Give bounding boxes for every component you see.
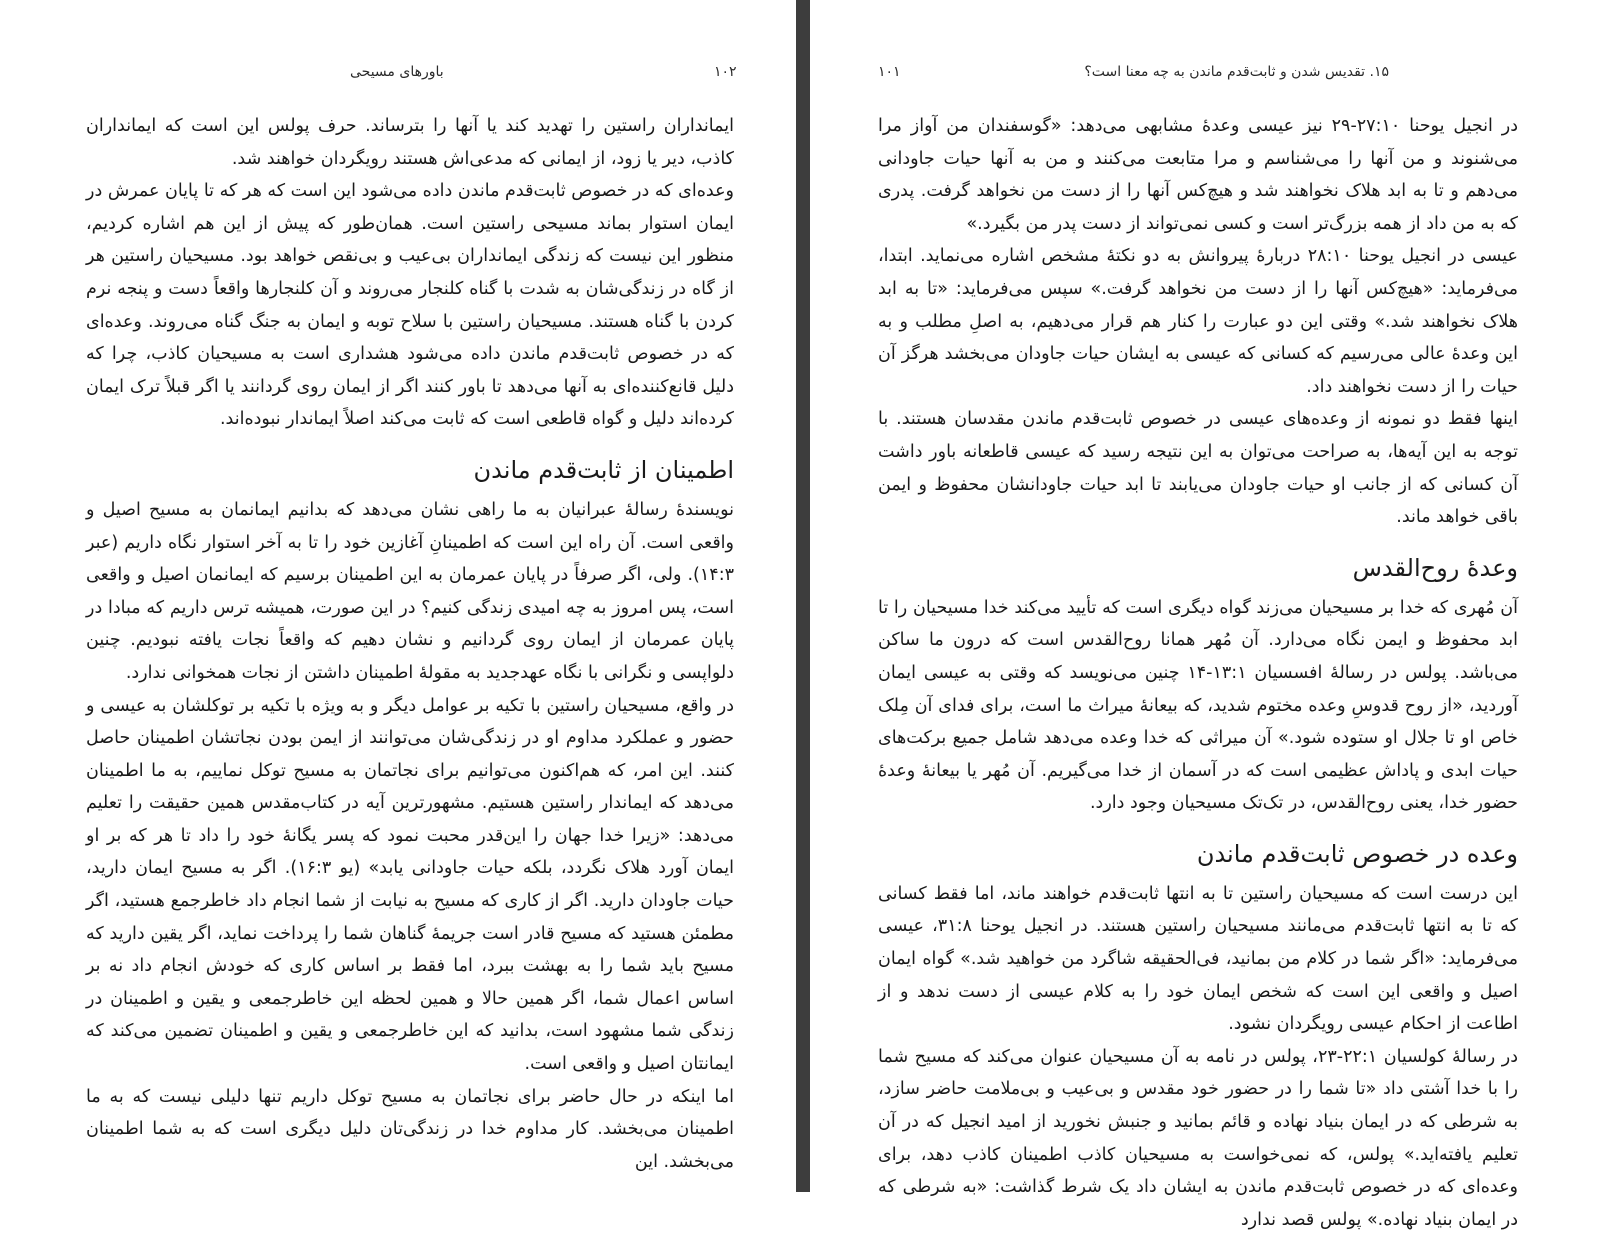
paragraph: آن مُهری که خدا بر مسیحیان می‌زند گواه دیگری است که تأیید می‌کند خدا مسیحیان را تا ابد محفوظ و ایمن نگاه می‌دارد. آن مُهر همانا روح‌القدس است که درون ما ساکن می‌باشد. پولس در رسالهٔ افسسیان ۱۳:۱-۱۴ چنین می‌نویسد که وقتی به عیسی ایمان آوردید، «از روح قدوسِ وعده مختوم شدید، که بیعانهٔ میراث ما است، برای فدای آن مِلک خاص او تا جلال او ستوده شود.» آن میراثی که خدا وعده می‌دهد شامل جمیع برکت‌های حیات ابدی و پاداش عظیمی است که در آسمان از خدا می‌گیریم. آن مُهر یا بیعانهٔ وعدهٔ حضور خدا، یعنی روح‌القدس، در تک‌تک مسیحیان وجود دارد. [878,597,1518,814]
page-body [878,110,1518,1236]
paragraph: عیسی در انجیل یوحنا ۲۸:۱۰ دربارهٔ پیروانش به دو نکتهٔ مشخص اشاره می‌نماید. ابتدا، می‌فرماید: «هیچ‌کس آنها را از دست من نخواهد گرفت.» سپس می‌فرماید: «تا به ابد هلاک نخواهند شد.» وقتی این دو عبارت را کنار هم قرار می‌دهیم، به اصلِ مطلب و به این وعدهٔ عالی می‌رسیم که کسانی که عیسی به ایشان حیات جاودان می‌بخشد هرگز آن حیات را از دست نخواهند داد. [878,246,1518,397]
section-heading: وعدهٔ روح‌القدس [1352,553,1518,582]
book-gutter [796,0,810,1192]
paragraph: در انجیل یوحنا ۲۷:۱۰-۲۹ نیز عیسی وعدهٔ مشابهی می‌دهد: «گوسفندان من آواز مرا می‌شنوند و من آنها را می‌شناسم و مرا متابعت می‌کنند و من به آنها حیات جاودانی می‌دهم و تا به ابد هلاک نخواهند شد و هیچ‌کس آنها را از دست من نخواهد گرفت. پدری که به من داد از همه بزرگ‌تر است و کسی نمی‌تواند از دست پدر من بگیرد.» [878,116,1518,234]
paragraph: در رسالهٔ کولسیان ۲۲:۱-۲۳، پولس در نامه به آن مسیحیان عنوان می‌کند که مسیح شما را با خدا آشتی داد «تا شما را در حضور خود مقدس و بی‌عیب و بی‌ملامت حاضر سازد، به شرطی که در ایمان بنیاد نهاده و قائم بمانید و جنبش نخورید از امید انجیل که در آن تعلیم یافته‌اید.» پولس، که نمی‌خواست به مسیحیان کاذب اطمینان کاذب دهد، برای وعده‌ای که در خصوص ثابت‌قدم ماندن به ایشان داد یک شرط گذاشت: «به شرطی که در ایمان بنیاد نهاده.» پولس قصد ندارد [878,1046,1519,1230]
paragraph: این درست است که مسیحیان راستین تا به انتها ثابت‌قدم خواهند ماند، اما فقط کسانی که تا به انتها ثابت‌قدم می‌مانند مسیحیان راستین هستند. در انجیل یوحنا ۳۱:۸، عیسی می‌فرماید: «اگر شما در کلام من بمانید، فی‌الحقیقه شاگرد من خواهید شد.» گواه ایمان اصیل و واقعی این است که شخص ایمان خود را به کلام عیسی از دست ندهد و از اطاعت از احکام عیسی رویگردان نشود. [878,883,1518,1035]
paragraph: وعده‌ای که در خصوص ثابت‌قدم ماندن داده می‌شود این است که هر که تا پایان عمرش در ایمان استوار بماند مسیحی راستین است. همان‌طور که پیش از این هم اشاره کردیم، منظور این نیست که زندگی ایمانداران بی‌عیب و بی‌نقص خواهد بود. مسیحیان راستین هر از گاه در زندگی‌شان به شدت با گناه کلنجار می‌روند و آن کلنجارها واقعاً دست و پنجه نرم کردن با گناه هستند. مسیحیان راستین با سلاح توبه و ایمان به جنگ گناه می‌روند. وعده‌ای که در خصوص ثابت‌قدم ماندن داده می‌شود هشداری است به مسیحیان کاذب، چرا که دلیل قانع‌کننده‌ای به آنها می‌دهد تا باور کنند اگر از ایمان روی گردانند یا اگر قبلاً ترک ایمان کرده‌اند دلیل و گواه قاطعی است که ثابت می‌کند اصلاً ایماندار نبوده‌اند. [86,181,734,430]
page-number: ۱۰۱ [878,64,901,80]
paragraph: نویسندهٔ رسالهٔ عبرانیان به ما راهی نشان می‌دهد که بدانیم ایمانمان به مسیح اصیل و واقعی است. آن راه این است که اطمینانِ آغازین خود را تا به آخر استوار نگاه داریم (عبر ۱۴:۳). ولی، اگر صرفاً در پایان عمرمان به این اطمینان برسیم که ایمانمان اصیل و واقعی است، پس امروز به چه امیدی زندگی کنیم؟ در این صورت، همیشه ترس داریم که مبادا در پایان عمرمان از ایمان روی گردانیم و نشان دهیم که واقعاً نجات یافته نبودیم. چنین دلواپسی و نگرانی با نگاه عهدجدید به مقولهٔ اطمینان داشتن از نجات همخوانی ندارد. [86,499,734,683]
running-header-title: ۱۵. تقدیس شدن و ثابت‌قدم ماندن به چه معنا است؟ [1084,64,1389,80]
section-heading: وعده در خصوص ثابت‌قدم ماندن [1196,839,1518,868]
paragraph: در واقع، مسیحیان راستین با تکیه بر عوامل دیگر و به ویژه با تکیه بر توکلشان به عیسی و حضور و عملکرد مداوم او در زندگی‌شان می‌توانند از ایمن بودن نجاتشان اطمینان حاصل کنند. این امر، که هم‌اکنون می‌توانیم برای نجاتمان به مسیح توکل نماییم، به ما اطمینان می‌دهد که ایماندار راستین هستیم. مشهورترین آیه در کتاب‌مقدس همین حقیقت را تعلیم می‌دهد: «زیرا خدا جهان را این‌قدر محبت نمود که پسر یگانهٔ خود را داد تا هر که بر او ایمان آورد هلاک نگردد، بلکه حیات جاودانی یابد» (یو ۱۶:۳). اگر به مسیح ایمان دارید، حیات جاودان دارید. اگر از کاری که مسیح به نیابت از شما انجام داد خاطرجمع هستید، اگر مطمئن هستید که مسیح قادر است جریمهٔ گناهان شما را پرداخت نماید، اگر یقین دارید که مسیح باید شما را به بهشت ببرد، اما فقط بر اساس کاری که خودش انجام داد نه بر اساس اعمال شما، اگر همین حالا و همین لحظه این خاطرجمعی و یقین و اطمینان در زندگی شما مشهود است، بدانید که این خاطرجمعی و یقین و اطمینان تضمین می‌کند که ایمانتان اصیل و واقعی است. [86,695,734,1075]
paragraph: اما اینکه در حال حاضر برای نجاتمان به مسیح توکل داریم تنها دلیلی نیست که به ما اطمینان می‌بخشد. کار مداوم خدا در زندگی‌تان دلیل دیگری است که به شما اطمینان می‌بخشد. این [86,1086,734,1172]
right-page [810,0,1599,1230]
page-number: ۱۰۲ [714,64,737,80]
running-header-title: باورهای مسیحی [350,64,444,80]
left-page [0,0,796,1192]
section-heading: اطمینان از ثابت‌قدم ماندن [473,455,734,484]
paragraph: اینها فقط دو نمونه از وعده‌های عیسی در خصوص ثابت‌قدم ماندن مقدسان هستند. با توجه به این آیه‌ها، به صراحت می‌توان به این نتیجه رسید که عیسی قاطعانه باور داشت آن کسانی که از جانب او حیات جاودان می‌یابند تا ابد حیات جاودانشان محفوظ و ایمن باقی خواهد ماند. [878,409,1518,528]
page-body [86,110,734,1178]
paragraph: ایمانداران راستین را تهدید کند یا آنها را بترساند. حرف پولس این است که ایمانداران کاذب، دیر یا زود، از ایمانی که مدعی‌اش هستند رویگردان خواهند شد. [86,116,734,169]
